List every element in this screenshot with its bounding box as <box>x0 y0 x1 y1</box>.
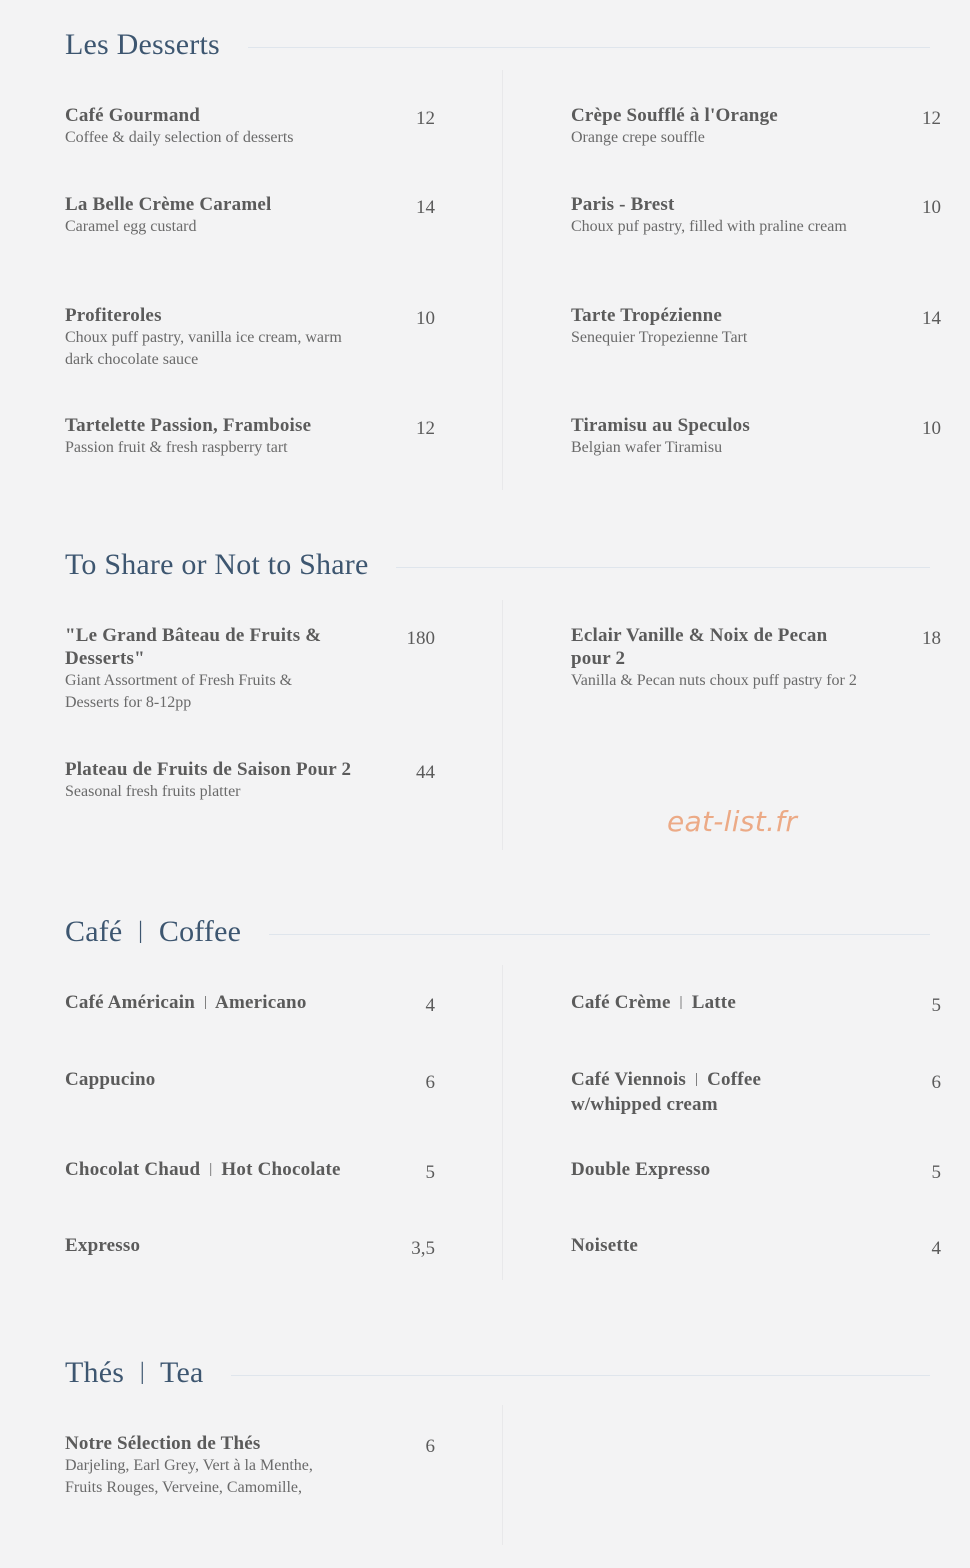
item-name: Café Gourmand <box>65 105 201 126</box>
column-divider <box>502 600 503 850</box>
item-price: 180 <box>406 628 435 649</box>
column-divider <box>502 1405 503 1545</box>
item-name <box>65 1158 385 1183</box>
item-price: 6 <box>931 1072 941 1093</box>
item-name: Tiramisu au Speculos <box>571 415 750 436</box>
section-divider <box>231 1375 930 1376</box>
item-description: Choux puff pastry, vanilla ice cream, warm dark chocolate sauce <box>65 329 342 368</box>
section-title: Les Desserts <box>65 28 220 61</box>
item-price: 12 <box>416 418 435 439</box>
menu-item <box>65 1432 435 1499</box>
item-price: 14 <box>416 197 435 218</box>
section-title <box>65 915 241 949</box>
item-name: Cappucino <box>65 1069 156 1090</box>
column-divider <box>502 70 503 490</box>
column-divider <box>502 965 503 1280</box>
item-name: Double Expresso <box>571 1159 711 1180</box>
item-description: Choux puf pastry, filled with praline cream <box>571 218 847 235</box>
menu-item <box>65 624 435 714</box>
item-name: La Belle Crème Caramel <box>65 194 272 215</box>
section-header <box>65 1356 930 1390</box>
item-name: Paris - Brest <box>571 194 675 215</box>
item-name-french: Chocolat Chaud <box>65 1159 201 1180</box>
item-name-english: Americano <box>215 992 307 1013</box>
item-name: Noisette <box>571 1235 639 1256</box>
item-name <box>65 991 385 1016</box>
menu-item <box>65 1158 435 1183</box>
item-price: 12 <box>416 108 435 129</box>
item-price: 6 <box>425 1072 435 1093</box>
section-title: To Share or Not to Share <box>65 548 369 581</box>
item-description: Giant Assortment of Fresh Fruits & Desserts for 8-12pp <box>65 672 293 711</box>
item-price: 18 <box>922 628 941 649</box>
item-price: 4 <box>425 995 435 1016</box>
item-price: 44 <box>416 762 435 783</box>
item-price: 10 <box>922 418 941 439</box>
item-price: 5 <box>931 1162 941 1183</box>
section-divider <box>396 567 930 568</box>
item-name: Tartelette Passion, Framboise <box>65 415 312 436</box>
item-price: 10 <box>416 308 435 329</box>
menu-item <box>571 104 941 149</box>
item-name-french: Café Viennois <box>571 1069 687 1090</box>
menu-item <box>571 1234 941 1257</box>
item-price: 4 <box>931 1238 941 1259</box>
section-title-english: Tea <box>160 1356 204 1389</box>
menu-item <box>65 1068 435 1091</box>
item-price: 14 <box>922 308 941 329</box>
menu-item <box>571 304 941 349</box>
menu-item <box>65 758 435 803</box>
name-separator: | <box>679 994 683 1010</box>
item-name: Profiteroles <box>65 305 162 326</box>
menu-item <box>65 304 435 371</box>
section-header <box>65 28 930 62</box>
item-name: Expresso <box>65 1235 141 1256</box>
name-separator: | <box>209 1161 213 1177</box>
menu-item <box>65 414 435 459</box>
menu-item <box>571 1158 941 1181</box>
menu-item <box>571 414 941 459</box>
item-name-english: Latte <box>691 992 736 1013</box>
section-title-french: Café <box>65 915 123 948</box>
section-header <box>65 548 930 582</box>
item-name: Eclair Vanille & Noix de Pecan pour 2 <box>571 625 828 669</box>
item-name: "Le Grand Bâteau de Fruits & Desserts" <box>65 625 322 669</box>
item-name-french: Café Crème <box>571 992 671 1013</box>
menu-item <box>65 991 435 1016</box>
title-separator: | <box>138 918 144 944</box>
item-price: 6 <box>425 1436 435 1457</box>
section-title <box>65 1356 203 1390</box>
menu-item <box>571 991 941 1016</box>
section-desserts <box>0 0 970 520</box>
menu-item <box>571 1068 941 1116</box>
menu-item <box>65 104 435 149</box>
item-price: 5 <box>425 1162 435 1183</box>
menu-item <box>571 624 941 692</box>
section-divider <box>248 47 930 48</box>
item-description: Senequier Tropezienne Tart <box>571 329 748 346</box>
item-price: 12 <box>922 108 941 129</box>
item-name: Notre Sélection de Thés <box>65 1433 261 1454</box>
item-description: Belgian wafer Tiramisu <box>571 439 723 456</box>
item-description: Orange crepe souffle <box>571 129 705 146</box>
section-divider <box>269 934 930 935</box>
section-title-english: Coffee <box>158 915 242 948</box>
menu-item <box>571 193 941 238</box>
item-description: Passion fruit & fresh raspberry tart <box>65 439 288 456</box>
item-name: Plateau de Fruits de Saison Pour 2 <box>65 759 352 780</box>
title-separator: | <box>139 1359 145 1385</box>
name-separator: | <box>694 1071 699 1087</box>
item-name: Tarte Tropézienne <box>571 305 722 326</box>
item-price: 10 <box>922 197 941 218</box>
item-name-english: Coffee w/whipped cream <box>571 1069 762 1115</box>
item-name <box>571 1068 811 1116</box>
section-title-french: Thés <box>65 1356 125 1389</box>
item-name <box>571 991 871 1016</box>
name-separator: | <box>203 994 208 1010</box>
section-header <box>65 915 930 949</box>
item-name-english: Hot Chocolate <box>221 1159 341 1180</box>
item-description: Caramel egg custard <box>65 218 197 235</box>
watermark: eat-list.fr <box>667 805 798 838</box>
menu-item <box>65 193 435 238</box>
item-description: Vanilla & Pecan nuts choux puff pastry for 2 <box>571 672 857 689</box>
item-description: Darjeling, Earl Grey, Vert à la Menthe, Fruits Rouges, Verveine, Camomille, <box>65 1457 313 1496</box>
item-name: Crèpe Soufflé à l'Orange <box>571 105 778 126</box>
item-price: 3,5 <box>411 1238 435 1259</box>
item-price: 5 <box>931 995 941 1016</box>
item-description: Seasonal fresh fruits platter <box>65 783 241 800</box>
menu-item <box>65 1234 435 1257</box>
item-description: Coffee & daily selection of desserts <box>65 129 294 146</box>
item-name-french: Café Américain <box>65 992 195 1013</box>
